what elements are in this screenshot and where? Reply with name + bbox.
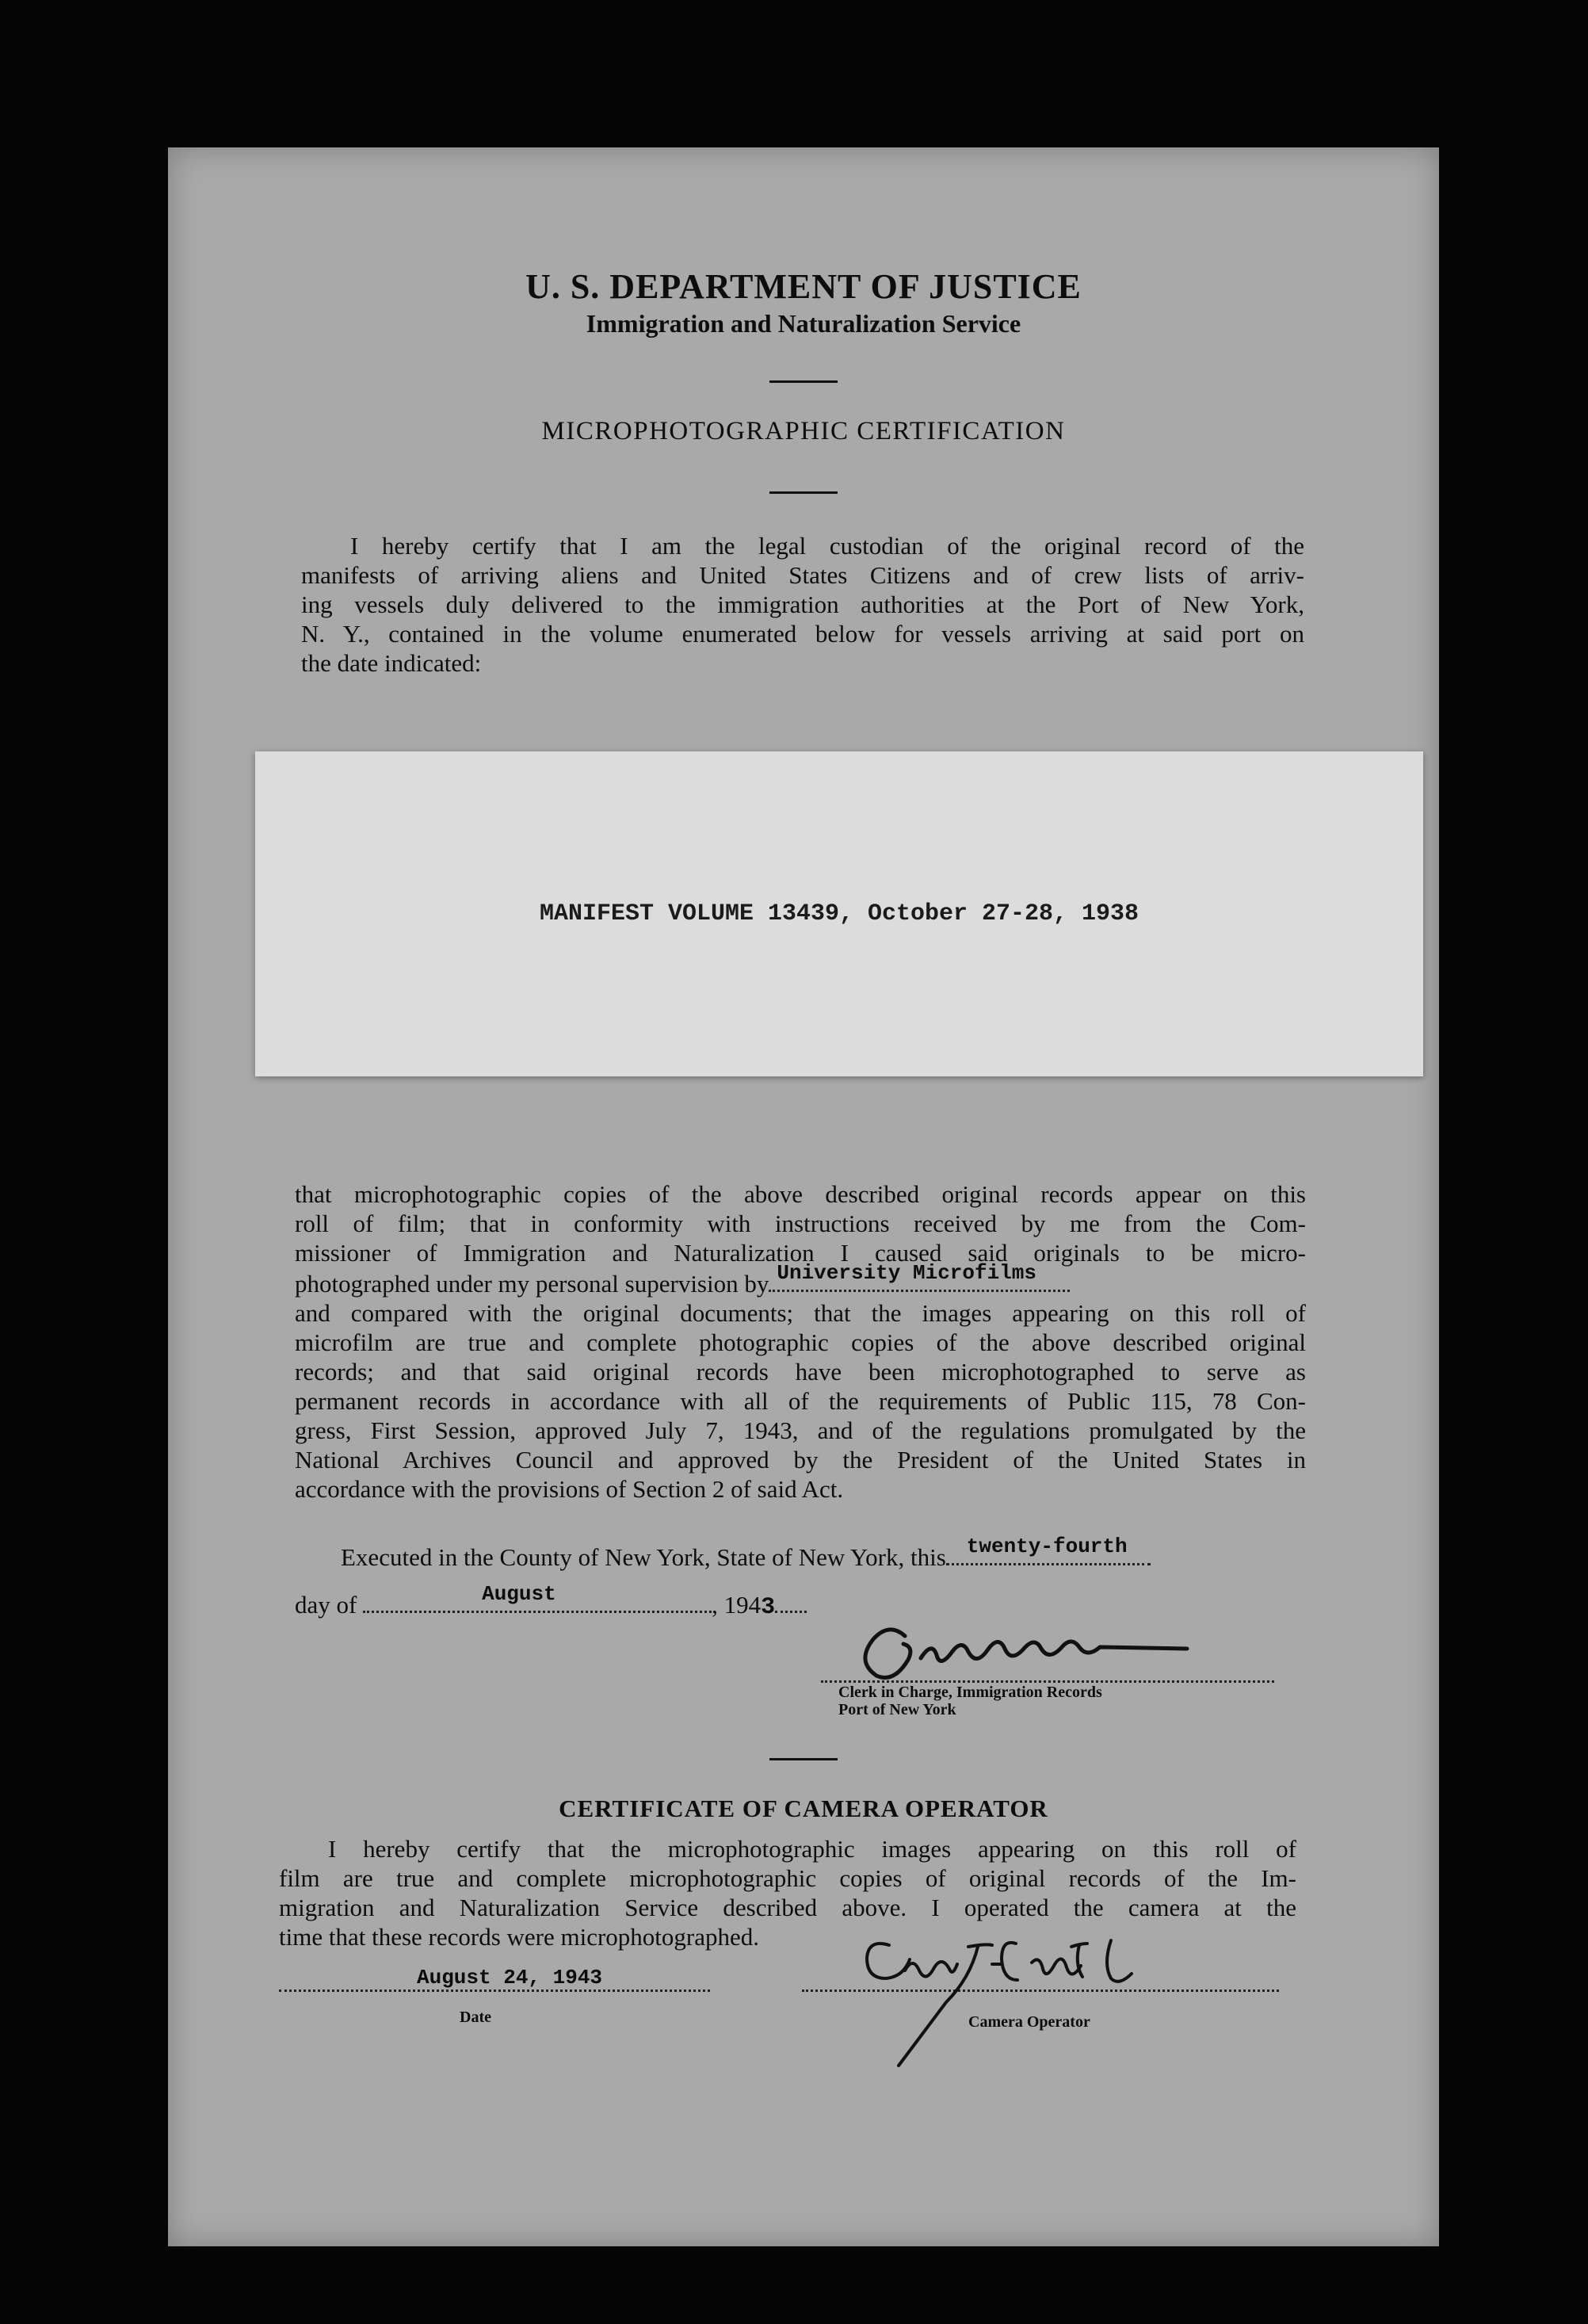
body-line: National Archives Council and approved by the President of the United States in — [295, 1446, 1306, 1474]
camera-line: I hereby certify that the microphotographic images appearing on this roll of — [328, 1835, 1296, 1863]
operator-label: Camera Operator — [968, 2013, 1090, 2031]
clerk-title: Clerk in Charge, Immigration Records — [838, 1684, 1102, 1701]
intro-line: the date indicated: — [301, 649, 482, 677]
camera-line: migration and Naturalization Service described above. I operated the camera at the — [279, 1894, 1296, 1921]
camera-operator-heading: CERTIFICATE OF CAMERA OPERATOR — [559, 1795, 1048, 1822]
body-line: microfilm are true and complete photographic copies of the above described original — [295, 1328, 1306, 1356]
date-label: Date — [460, 2009, 491, 2026]
body-line: accordance with the provisions of Section 2 of said Act. — [295, 1475, 844, 1503]
executed-day: twenty-fourth — [966, 1535, 1128, 1558]
department-title: U. S. DEPARTMENT OF JUSTICE — [525, 267, 1082, 306]
body-line: roll of film; that in conformity with instructions received by me from the Com- — [295, 1210, 1306, 1237]
intro-line: manifests of arriving aliens and United States Citizens and of crew lists of arriv- — [301, 561, 1304, 589]
body-line: permanent records in accordance with all of the requirements of Public 115, 78 Con- — [295, 1387, 1306, 1415]
intro-line: I hereby certify that I am the legal custodian of the original record of the — [350, 532, 1304, 560]
certification-heading: MICROPHOTOGRAPHIC CERTIFICATION — [541, 417, 1066, 445]
camera-line: film are true and complete microphotographic copies of original records of the Im- — [279, 1864, 1296, 1892]
intro-line: N. Y., contained in the volume enumerated below for vessels arriving at said port on — [301, 620, 1304, 648]
body-line: missioner of Immigration and Naturalization I caused said originals to be micro- — [295, 1239, 1306, 1267]
camera-line: time that these records were microphotographed. — [279, 1923, 759, 1951]
camera-date: August 24, 1943 — [417, 1966, 603, 1990]
year-suffix: 3 — [761, 1594, 776, 1621]
comma: , — [712, 1591, 724, 1619]
executed-month: August — [482, 1582, 556, 1606]
operator-signature-icon — [168, 147, 1439, 2246]
body-line: gress, First Session, approved July 7, 1943, and of the regulations promulgated by the — [295, 1416, 1306, 1444]
executed-text: Executed in the County of New York, State of New York, this — [341, 1543, 946, 1571]
body-line: and compared with the original documents; that the images appearing on this roll of — [295, 1299, 1306, 1327]
body-line: that microphotographic copies of the above described original records appear on this — [295, 1180, 1306, 1208]
manifest-volume-text: MANIFEST VOLUME 13439, October 27-28, 1938 — [539, 900, 1139, 927]
certificate-sheet — [168, 147, 1439, 2246]
clerk-port: Port of New York — [838, 1701, 956, 1718]
body-line: photographed under my personal supervision by — [295, 1270, 769, 1298]
year-prefix: 194 — [723, 1591, 762, 1619]
day-of-label: day of — [295, 1591, 357, 1619]
body-line: records; and that said original records have been microphotographed to serve as — [295, 1358, 1306, 1386]
service-subtitle: Immigration and Naturalization Service — [586, 309, 1021, 338]
intro-line: ing vessels duly delivered to the immigration authorities at the Port of New York, — [301, 591, 1304, 618]
supervisor-name: University Microfilms — [777, 1261, 1037, 1285]
